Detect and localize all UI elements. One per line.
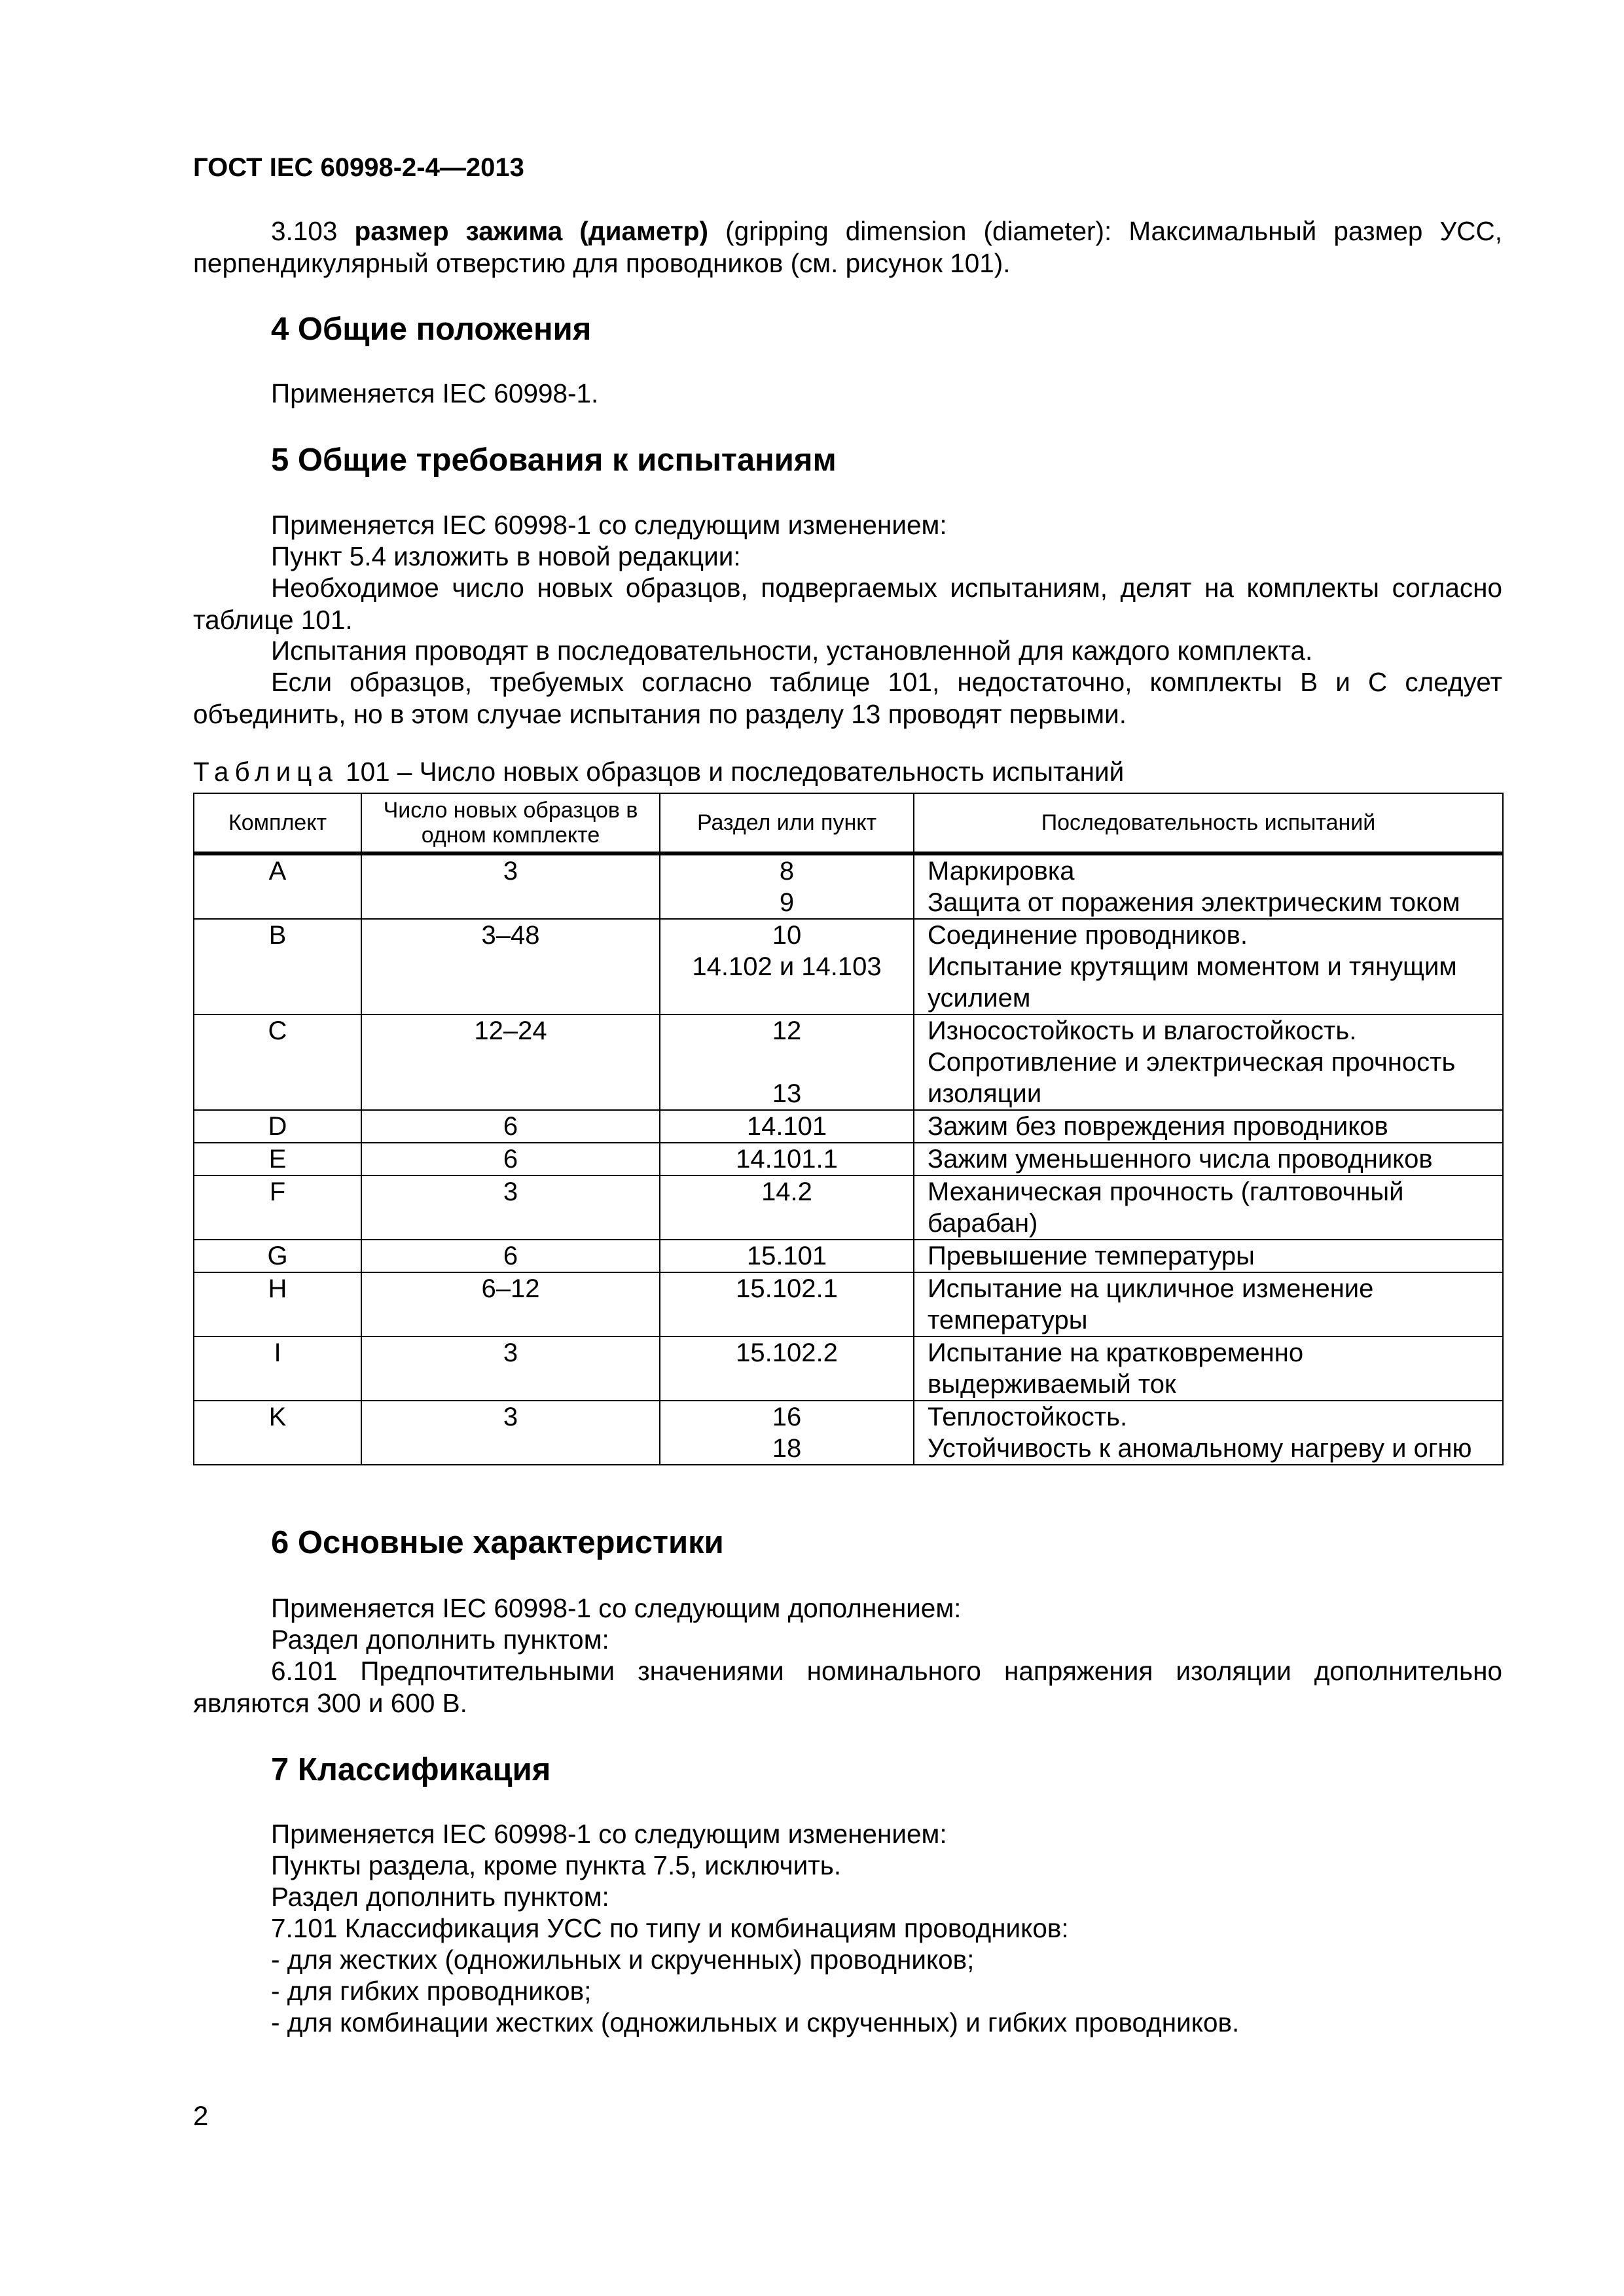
cell-set: E (194, 1143, 361, 1175)
cell-set: K (194, 1401, 361, 1465)
cell-clause-line: 8 (779, 857, 795, 886)
cell-clause-line: 15.102.2 (736, 1338, 838, 1367)
cell-test-sequence (914, 1175, 1503, 1240)
section-7-list-item-3: - для комбинации жестких (одножильных и скрученных) и гибких проводников. (271, 2007, 1240, 2037)
section-5-line-2: Пункт 5.4 изложить в новой редакции: (271, 541, 741, 571)
cell-sample-count: 3 (361, 853, 660, 919)
cell-sample-count: 6–12 (361, 1272, 660, 1336)
section-7-line-4: 7.101 Классификация УСС по типу и комбинациям проводников: (271, 1913, 1069, 1943)
definition-text: (gripping dimension (diameter): Максимальный размер УСС, перпендикулярный отверстию для проводников (см. рисунок 101). (193, 216, 1502, 278)
cell-test-line: Зажим уменьшенного числа проводников (928, 1145, 1433, 1174)
cell-test-line: Соединение проводников. (928, 921, 1248, 950)
table-row (194, 1336, 1503, 1401)
cell-set: G (194, 1240, 361, 1272)
section-7-list-item-1: - для жестких (одножильных и скрученных) проводников; (271, 1945, 975, 1975)
cell-clause-line: 14.101.1 (736, 1145, 838, 1174)
cell-clause (660, 1143, 914, 1175)
cell-sample-count: 6 (361, 1110, 660, 1143)
cell-test-sequence (914, 853, 1503, 919)
cell-test-line: Испытание на кратковременно выдерживаемый ток (928, 1338, 1304, 1399)
cell-set: D (194, 1110, 361, 1143)
cell-clause-line: 14.101 (746, 1112, 827, 1141)
cell-test-line: Испытание крутящим моментом и тянущим усилием (928, 952, 1457, 1013)
table-row (194, 1240, 1503, 1272)
section-5-title: 5 Общие требования к испытаниям (271, 442, 837, 478)
cell-clause (660, 1240, 914, 1272)
section-4-text: Применяется IEC 60998-1. (271, 378, 599, 408)
table-row (194, 1014, 1503, 1110)
cell-set: I (194, 1336, 361, 1401)
cell-test-sequence (914, 1240, 1503, 1272)
cell-sample-count: 3 (361, 1401, 660, 1465)
section-7-line-3: Раздел дополнить пунктом: (271, 1882, 609, 1912)
definition-3-103 (193, 215, 1502, 279)
definition-term: размер зажима (диаметр) (354, 216, 709, 246)
cell-clause-line: 15.102.1 (736, 1274, 838, 1303)
section-7-line-2: Пункты раздела, кроме пункта 7.5, исключить. (271, 1850, 842, 1880)
section-5-line-3: Испытания проводят в последовательности, установленной для каждого комплекта. (271, 636, 1313, 666)
cell-set: B (194, 919, 361, 1014)
section-6-line-1: Применяется IEC 60998-1 со следующим дополнением: (271, 1593, 962, 1623)
table-101 (193, 793, 1504, 1465)
table-caption-text: 101 – Число новых образцов и последовательность испытаний (338, 757, 1125, 787)
cell-test-line: Испытание на цикличное изменение температуры (928, 1274, 1374, 1335)
cell-clause-line: 13 (772, 1079, 802, 1108)
cell-test-line: Маркировка (928, 857, 1075, 886)
cell-sample-count: 3 (361, 1336, 660, 1401)
cell-test-sequence (914, 1110, 1503, 1143)
cell-clause-line: 10 (772, 921, 802, 950)
cell-test-line: Сопротивление и электрическая прочность изоляции (928, 1048, 1456, 1108)
cell-sample-count: 6 (361, 1143, 660, 1175)
cell-sample-count: 3–48 (361, 919, 660, 1014)
cell-clause-line: 15.101 (746, 1242, 827, 1270)
cell-test-line: Зажим без повреждения проводников (928, 1112, 1388, 1141)
cell-clause-line: 16 (772, 1403, 802, 1431)
table-header-row (194, 793, 1503, 853)
section-6-title: 6 Основные характеристики (271, 1525, 724, 1560)
cell-clause (660, 1272, 914, 1336)
cell-sample-count: 3 (361, 1175, 660, 1240)
table-row (194, 1143, 1503, 1175)
cell-test-sequence (914, 1143, 1503, 1175)
cell-clause-line (660, 1047, 913, 1078)
cell-clause (660, 919, 914, 1014)
definition-number: 3.103 (271, 216, 338, 246)
table-caption (193, 756, 1124, 788)
section-5-para-2: Если образцов, требуемых согласно таблице 101, недостаточно, комплекты B и C следует объединить, но в этом случае испытания по разделу 13 проводят первыми. (193, 667, 1502, 729)
cell-test-line: Защита от поражения электрическим током (928, 888, 1460, 917)
section-6-para-1: 6.101 Предпочтительными значениями номинального напряжения изоляции дополнительно являются 300 и 600 В. (193, 1656, 1502, 1718)
table-row (194, 1272, 1503, 1336)
cell-clause (660, 853, 914, 919)
cell-test-line: Механическая прочность (галтовочный барабан) (928, 1177, 1404, 1238)
table-row (194, 853, 1503, 919)
cell-clause (660, 1401, 914, 1465)
cell-sample-count: 6 (361, 1240, 660, 1272)
header-test-sequence: Последовательность испытаний (914, 793, 1503, 853)
table-caption-label: Таблица (193, 757, 338, 787)
section-7-line-1: Применяется IEC 60998-1 со следующим изменением: (271, 1819, 947, 1849)
cell-set: C (194, 1014, 361, 1110)
cell-clause (660, 1175, 914, 1240)
section-5-line-1: Применяется IEC 60998-1 со следующим изменением: (271, 510, 947, 540)
table-row (194, 1175, 1503, 1240)
page-number: 2 (193, 2100, 209, 2131)
header-set: Комплект (194, 793, 361, 853)
cell-clause-line: 12 (772, 1016, 802, 1045)
section-7-title: 7 Классификация (271, 1752, 551, 1787)
section-6-line-2: Раздел дополнить пунктом: (271, 1624, 609, 1655)
cell-test-line: Износостойкость и влагостойкость. (928, 1016, 1357, 1045)
table-row (194, 919, 1503, 1014)
header-sample-count: Число новых образцов в одном комплекте (361, 793, 660, 853)
cell-clause-line: 18 (772, 1434, 802, 1463)
cell-set: A (194, 853, 361, 919)
table-row (194, 1401, 1503, 1465)
cell-clause-line: 14.102 и 14.103 (692, 952, 882, 981)
cell-clause-line: 14.2 (761, 1177, 812, 1206)
table-row (194, 1110, 1503, 1143)
section-7-list-item-2: - для гибких проводников; (271, 1976, 592, 2006)
cell-test-sequence (914, 1401, 1503, 1465)
cell-clause (660, 1336, 914, 1401)
cell-sample-count: 12–24 (361, 1014, 660, 1110)
cell-test-sequence (914, 1272, 1503, 1336)
cell-set: H (194, 1272, 361, 1336)
header-clause: Раздел или пункт (660, 793, 914, 853)
cell-clause-line: 9 (779, 888, 795, 917)
section-4-title: 4 Общие положения (271, 312, 592, 347)
cell-test-line: Устойчивость к аномальному нагреву и огню (928, 1434, 1472, 1463)
cell-clause (660, 1014, 914, 1110)
cell-test-sequence (914, 1014, 1503, 1110)
cell-set: F (194, 1175, 361, 1240)
section-5-para-1: Необходимое число новых образцов, подвергаемых испытаниям, делят на комплекты согласно таблице 101. (193, 573, 1502, 635)
cell-test-sequence (914, 1336, 1503, 1401)
cell-test-line: Превышение температуры (928, 1242, 1255, 1270)
standard-header: ГОСТ IEC 60998-2-4—2013 (193, 153, 524, 182)
cell-test-line: Теплостойкость. (928, 1403, 1128, 1431)
cell-test-sequence (914, 919, 1503, 1014)
cell-clause (660, 1110, 914, 1143)
